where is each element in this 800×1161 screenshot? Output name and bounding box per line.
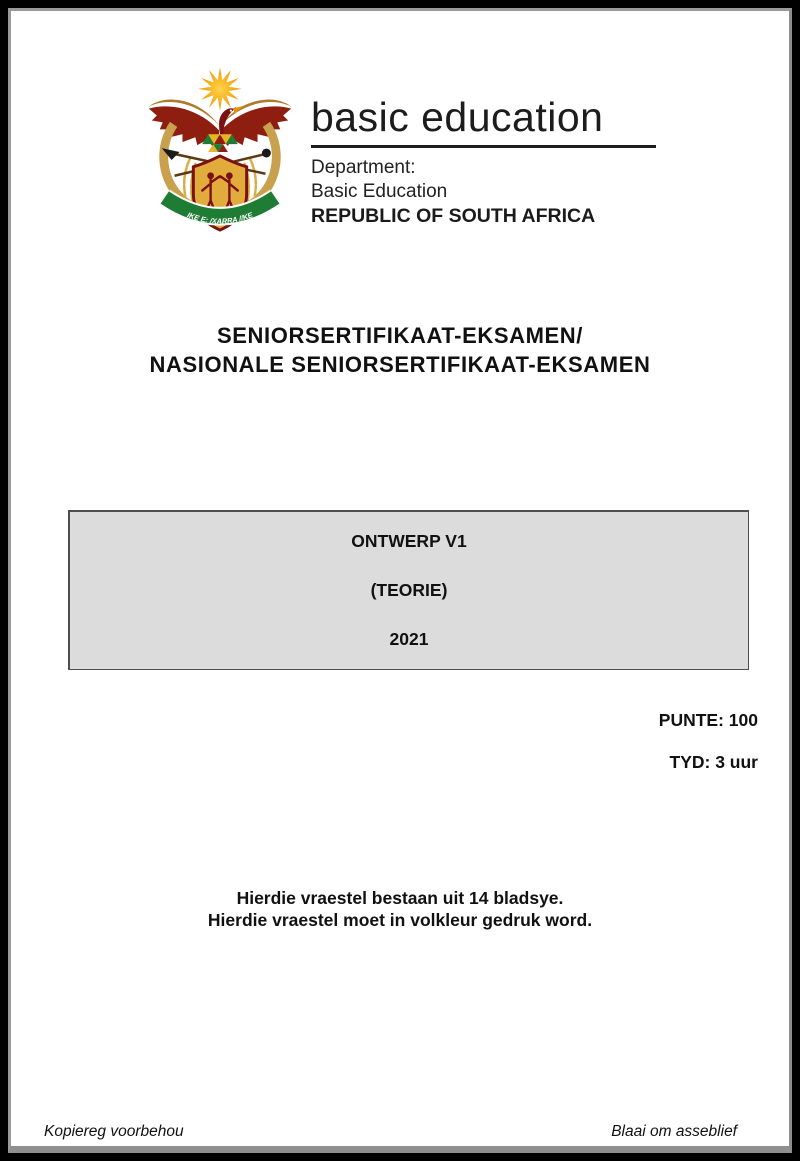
department-wordmark [311, 95, 656, 229]
coat-of-arms-icon [141, 61, 299, 249]
subject-box [68, 510, 749, 670]
exam-year: 2021 [389, 629, 429, 649]
copyright-note: Kopiereg voorbehou [44, 1123, 184, 1140]
dept-line-1: Department: [311, 157, 416, 179]
note-line2: Hierdie vraestel moet in volkleur gedruk word. [207, 910, 593, 930]
exam-cover-page [8, 8, 792, 1153]
country-name: REPUBLIC OF SOUTH AFRICA [311, 205, 596, 228]
sunburst [198, 67, 241, 110]
exam-title-line2: NASIONALE SENIORSERTIFIKAAT-EKSAMEN [149, 352, 651, 377]
page-footer [44, 1123, 737, 1141]
triangle-pattern [202, 134, 238, 152]
subject-name: ONTWERP V1 [351, 531, 467, 551]
note-line1: Hierdie vraestel bestaan uit 14 bladsye. [236, 888, 564, 908]
time-allowed: TYD: 3 uur [669, 752, 758, 772]
turn-over-note: Blaai om asseblief [611, 1123, 737, 1140]
paper-type: (TEORIE) [370, 580, 448, 600]
paper-notes [11, 887, 789, 931]
brand-underline [311, 145, 656, 148]
exam-meta [659, 710, 758, 773]
brand-name: basic education [311, 94, 604, 140]
motto-text: IKE E: /XARRA //KE [186, 210, 254, 226]
marks-total: PUNTE: 100 [658, 710, 758, 730]
exam-title [11, 321, 789, 379]
dept-line-2: Basic Education [311, 181, 448, 203]
exam-title-line1: SENIORSERTIFIKAAT-EKSAMEN/ [217, 323, 583, 348]
